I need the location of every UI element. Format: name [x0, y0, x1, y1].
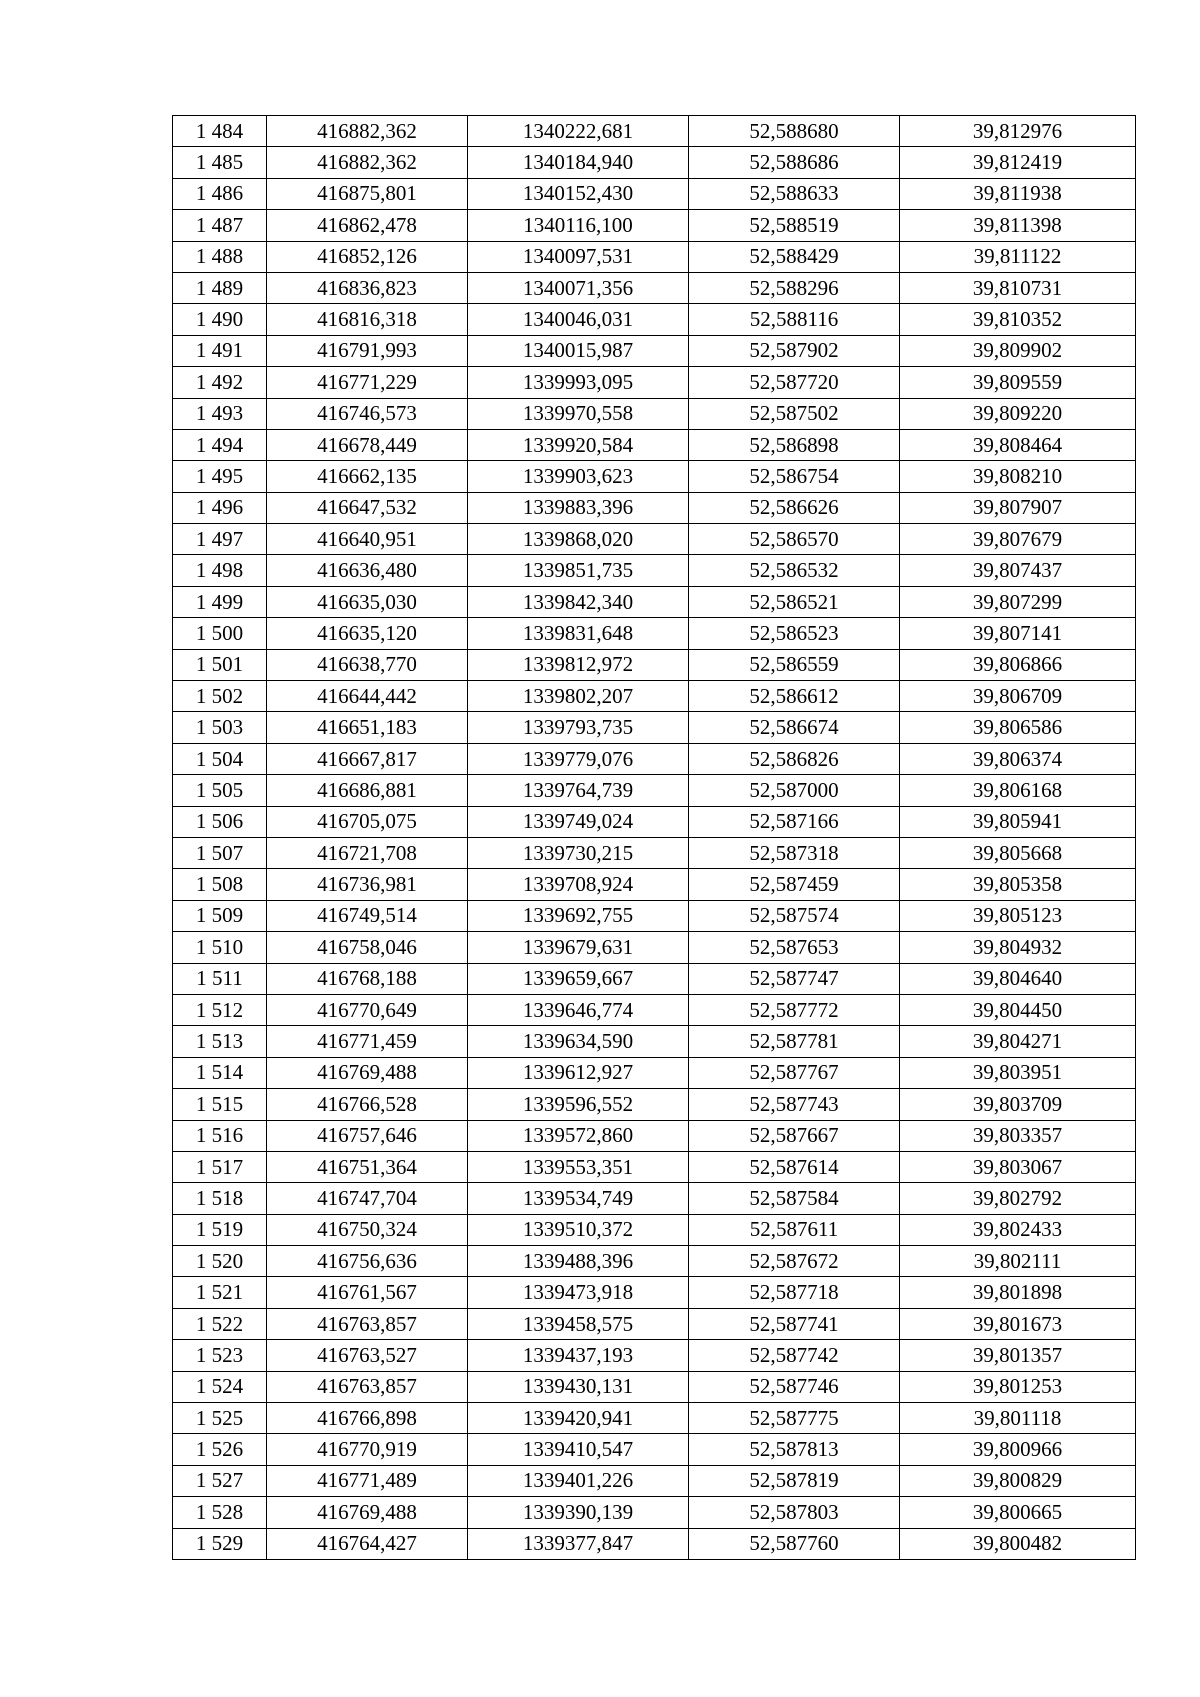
latitude-cell: 52,587667 — [689, 1120, 900, 1151]
point-number-cell: 1 513 — [173, 1026, 267, 1057]
y-coordinate-cell: 1339851,735 — [468, 555, 689, 586]
table-row — [173, 1528, 1136, 1559]
x-coordinate-cell: 416875,801 — [267, 178, 468, 209]
y-coordinate-cell: 1339708,924 — [468, 869, 689, 900]
x-coordinate-cell: 416636,480 — [267, 555, 468, 586]
longitude-cell: 39,808210 — [900, 461, 1136, 492]
latitude-cell: 52,587747 — [689, 963, 900, 994]
point-number-cell: 1 493 — [173, 398, 267, 429]
table-row — [173, 649, 1136, 680]
longitude-cell: 39,801253 — [900, 1371, 1136, 1402]
latitude-cell: 52,586626 — [689, 492, 900, 523]
y-coordinate-cell: 1339377,847 — [468, 1528, 689, 1559]
point-number-cell: 1 509 — [173, 900, 267, 931]
longitude-cell: 39,807299 — [900, 586, 1136, 617]
x-coordinate-cell: 416747,704 — [267, 1183, 468, 1214]
latitude-cell: 52,587803 — [689, 1497, 900, 1528]
y-coordinate-cell: 1339634,590 — [468, 1026, 689, 1057]
table-row — [173, 900, 1136, 931]
x-coordinate-cell: 416757,646 — [267, 1120, 468, 1151]
latitude-cell: 52,587614 — [689, 1151, 900, 1182]
x-coordinate-cell: 416764,427 — [267, 1528, 468, 1559]
latitude-cell: 52,588429 — [689, 241, 900, 272]
point-number-cell: 1 490 — [173, 304, 267, 335]
table-row — [173, 304, 1136, 335]
point-number-cell: 1 498 — [173, 555, 267, 586]
point-number-cell: 1 497 — [173, 524, 267, 555]
longitude-cell: 39,804640 — [900, 963, 1136, 994]
x-coordinate-cell: 416768,188 — [267, 963, 468, 994]
table-row — [173, 1371, 1136, 1402]
latitude-cell: 52,587718 — [689, 1277, 900, 1308]
y-coordinate-cell: 1340046,031 — [468, 304, 689, 335]
table-row — [173, 712, 1136, 743]
table-row — [173, 461, 1136, 492]
point-number-cell: 1 491 — [173, 335, 267, 366]
x-coordinate-cell: 416763,857 — [267, 1308, 468, 1339]
x-coordinate-cell: 416736,981 — [267, 869, 468, 900]
x-coordinate-cell: 416791,993 — [267, 335, 468, 366]
y-coordinate-cell: 1339437,193 — [468, 1340, 689, 1371]
table-row — [173, 1026, 1136, 1057]
point-number-cell: 1 505 — [173, 775, 267, 806]
y-coordinate-cell: 1339390,139 — [468, 1497, 689, 1528]
y-coordinate-cell: 1339473,918 — [468, 1277, 689, 1308]
table-row — [173, 241, 1136, 272]
point-number-cell: 1 508 — [173, 869, 267, 900]
point-number-cell: 1 517 — [173, 1151, 267, 1182]
y-coordinate-cell: 1339596,552 — [468, 1089, 689, 1120]
y-coordinate-cell: 1339764,739 — [468, 775, 689, 806]
latitude-cell: 52,587819 — [689, 1465, 900, 1496]
coordinates-table — [172, 115, 1136, 1560]
latitude-cell: 52,586559 — [689, 649, 900, 680]
latitude-cell: 52,586523 — [689, 618, 900, 649]
latitude-cell: 52,587746 — [689, 1371, 900, 1402]
point-number-cell: 1 516 — [173, 1120, 267, 1151]
point-number-cell: 1 496 — [173, 492, 267, 523]
table-row — [173, 1277, 1136, 1308]
longitude-cell: 39,800829 — [900, 1465, 1136, 1496]
table-row — [173, 1120, 1136, 1151]
table-row — [173, 586, 1136, 617]
x-coordinate-cell: 416635,120 — [267, 618, 468, 649]
longitude-cell: 39,812976 — [900, 116, 1136, 147]
y-coordinate-cell: 1339730,215 — [468, 837, 689, 868]
y-coordinate-cell: 1340015,987 — [468, 335, 689, 366]
point-number-cell: 1 495 — [173, 461, 267, 492]
x-coordinate-cell: 416667,817 — [267, 743, 468, 774]
y-coordinate-cell: 1339802,207 — [468, 681, 689, 712]
latitude-cell: 52,588519 — [689, 210, 900, 241]
longitude-cell: 39,806374 — [900, 743, 1136, 774]
x-coordinate-cell: 416751,364 — [267, 1151, 468, 1182]
latitude-cell: 52,587902 — [689, 335, 900, 366]
table-row — [173, 555, 1136, 586]
point-number-cell: 1 527 — [173, 1465, 267, 1496]
latitude-cell: 52,587166 — [689, 806, 900, 837]
table-row — [173, 1246, 1136, 1277]
latitude-cell: 52,587741 — [689, 1308, 900, 1339]
y-coordinate-cell: 1339458,575 — [468, 1308, 689, 1339]
longitude-cell: 39,807907 — [900, 492, 1136, 523]
x-coordinate-cell: 416882,362 — [267, 147, 468, 178]
y-coordinate-cell: 1339553,351 — [468, 1151, 689, 1182]
x-coordinate-cell: 416816,318 — [267, 304, 468, 335]
table-row — [173, 1308, 1136, 1339]
point-number-cell: 1 488 — [173, 241, 267, 272]
x-coordinate-cell: 416766,898 — [267, 1403, 468, 1434]
point-number-cell: 1 510 — [173, 932, 267, 963]
table-row — [173, 932, 1136, 963]
y-coordinate-cell: 1339430,131 — [468, 1371, 689, 1402]
x-coordinate-cell: 416638,770 — [267, 649, 468, 680]
point-number-cell: 1 499 — [173, 586, 267, 617]
latitude-cell: 52,586674 — [689, 712, 900, 743]
y-coordinate-cell: 1339510,372 — [468, 1214, 689, 1245]
longitude-cell: 39,811938 — [900, 178, 1136, 209]
x-coordinate-cell: 416766,528 — [267, 1089, 468, 1120]
x-coordinate-cell: 416746,573 — [267, 398, 468, 429]
y-coordinate-cell: 1339659,667 — [468, 963, 689, 994]
point-number-cell: 1 525 — [173, 1403, 267, 1434]
point-number-cell: 1 518 — [173, 1183, 267, 1214]
point-number-cell: 1 523 — [173, 1340, 267, 1371]
table-row — [173, 1214, 1136, 1245]
x-coordinate-cell: 416770,919 — [267, 1434, 468, 1465]
table-row — [173, 743, 1136, 774]
point-number-cell: 1 524 — [173, 1371, 267, 1402]
latitude-cell: 52,587742 — [689, 1340, 900, 1371]
point-number-cell: 1 512 — [173, 994, 267, 1025]
longitude-cell: 39,806709 — [900, 681, 1136, 712]
latitude-cell: 52,587653 — [689, 932, 900, 963]
x-coordinate-cell: 416678,449 — [267, 429, 468, 460]
longitude-cell: 39,811122 — [900, 241, 1136, 272]
coordinates-table-body — [173, 116, 1136, 1560]
table-row — [173, 963, 1136, 994]
longitude-cell: 39,810731 — [900, 272, 1136, 303]
point-number-cell: 1 520 — [173, 1246, 267, 1277]
point-number-cell: 1 486 — [173, 178, 267, 209]
point-number-cell: 1 519 — [173, 1214, 267, 1245]
latitude-cell: 52,586570 — [689, 524, 900, 555]
table-row — [173, 116, 1136, 147]
table-row — [173, 335, 1136, 366]
longitude-cell: 39,801673 — [900, 1308, 1136, 1339]
y-coordinate-cell: 1339692,755 — [468, 900, 689, 931]
y-coordinate-cell: 1339812,972 — [468, 649, 689, 680]
latitude-cell: 52,587743 — [689, 1089, 900, 1120]
table-row — [173, 524, 1136, 555]
longitude-cell: 39,812419 — [900, 147, 1136, 178]
latitude-cell: 52,588686 — [689, 147, 900, 178]
table-row — [173, 1497, 1136, 1528]
table-row — [173, 1465, 1136, 1496]
y-coordinate-cell: 1339920,584 — [468, 429, 689, 460]
table-row — [173, 1057, 1136, 1088]
table-row — [173, 398, 1136, 429]
x-coordinate-cell: 416756,636 — [267, 1246, 468, 1277]
latitude-cell: 52,587781 — [689, 1026, 900, 1057]
x-coordinate-cell: 416770,649 — [267, 994, 468, 1025]
latitude-cell: 52,587775 — [689, 1403, 900, 1434]
latitude-cell: 52,587720 — [689, 367, 900, 398]
y-coordinate-cell: 1339793,735 — [468, 712, 689, 743]
y-coordinate-cell: 1340222,681 — [468, 116, 689, 147]
longitude-cell: 39,807141 — [900, 618, 1136, 649]
point-number-cell: 1 485 — [173, 147, 267, 178]
latitude-cell: 52,587772 — [689, 994, 900, 1025]
point-number-cell: 1 521 — [173, 1277, 267, 1308]
longitude-cell: 39,806866 — [900, 649, 1136, 680]
x-coordinate-cell: 416662,135 — [267, 461, 468, 492]
longitude-cell: 39,808464 — [900, 429, 1136, 460]
table-row — [173, 837, 1136, 868]
y-coordinate-cell: 1340116,100 — [468, 210, 689, 241]
y-coordinate-cell: 1339831,648 — [468, 618, 689, 649]
longitude-cell: 39,810352 — [900, 304, 1136, 335]
x-coordinate-cell: 416749,514 — [267, 900, 468, 931]
latitude-cell: 52,588296 — [689, 272, 900, 303]
y-coordinate-cell: 1340097,531 — [468, 241, 689, 272]
y-coordinate-cell: 1340184,940 — [468, 147, 689, 178]
y-coordinate-cell: 1339488,396 — [468, 1246, 689, 1277]
y-coordinate-cell: 1339612,927 — [468, 1057, 689, 1088]
y-coordinate-cell: 1339401,226 — [468, 1465, 689, 1496]
longitude-cell: 39,804450 — [900, 994, 1136, 1025]
point-number-cell: 1 492 — [173, 367, 267, 398]
latitude-cell: 52,588116 — [689, 304, 900, 335]
longitude-cell: 39,809559 — [900, 367, 1136, 398]
point-number-cell: 1 502 — [173, 681, 267, 712]
y-coordinate-cell: 1340071,356 — [468, 272, 689, 303]
point-number-cell: 1 494 — [173, 429, 267, 460]
longitude-cell: 39,805668 — [900, 837, 1136, 868]
longitude-cell: 39,802111 — [900, 1246, 1136, 1277]
longitude-cell: 39,803357 — [900, 1120, 1136, 1151]
table-row — [173, 869, 1136, 900]
y-coordinate-cell: 1340152,430 — [468, 178, 689, 209]
latitude-cell: 52,587813 — [689, 1434, 900, 1465]
x-coordinate-cell: 416651,183 — [267, 712, 468, 743]
longitude-cell: 39,802433 — [900, 1214, 1136, 1245]
latitude-cell: 52,586612 — [689, 681, 900, 712]
longitude-cell: 39,801118 — [900, 1403, 1136, 1434]
longitude-cell: 39,804271 — [900, 1026, 1136, 1057]
longitude-cell: 39,802792 — [900, 1183, 1136, 1214]
y-coordinate-cell: 1339679,631 — [468, 932, 689, 963]
x-coordinate-cell: 416750,324 — [267, 1214, 468, 1245]
x-coordinate-cell: 416705,075 — [267, 806, 468, 837]
x-coordinate-cell: 416771,459 — [267, 1026, 468, 1057]
y-coordinate-cell: 1339646,774 — [468, 994, 689, 1025]
longitude-cell: 39,801357 — [900, 1340, 1136, 1371]
longitude-cell: 39,805358 — [900, 869, 1136, 900]
table-row — [173, 272, 1136, 303]
latitude-cell: 52,587502 — [689, 398, 900, 429]
x-coordinate-cell: 416761,567 — [267, 1277, 468, 1308]
latitude-cell: 52,588680 — [689, 116, 900, 147]
x-coordinate-cell: 416771,229 — [267, 367, 468, 398]
latitude-cell: 52,587459 — [689, 869, 900, 900]
x-coordinate-cell: 416769,488 — [267, 1057, 468, 1088]
longitude-cell: 39,806168 — [900, 775, 1136, 806]
latitude-cell: 52,588633 — [689, 178, 900, 209]
y-coordinate-cell: 1339534,749 — [468, 1183, 689, 1214]
y-coordinate-cell: 1339420,941 — [468, 1403, 689, 1434]
x-coordinate-cell: 416862,478 — [267, 210, 468, 241]
x-coordinate-cell: 416635,030 — [267, 586, 468, 617]
longitude-cell: 39,806586 — [900, 712, 1136, 743]
x-coordinate-cell: 416644,442 — [267, 681, 468, 712]
point-number-cell: 1 489 — [173, 272, 267, 303]
x-coordinate-cell: 416647,532 — [267, 492, 468, 523]
point-number-cell: 1 515 — [173, 1089, 267, 1120]
table-row — [173, 618, 1136, 649]
x-coordinate-cell: 416721,708 — [267, 837, 468, 868]
table-row — [173, 1403, 1136, 1434]
longitude-cell: 39,805123 — [900, 900, 1136, 931]
longitude-cell: 39,804932 — [900, 932, 1136, 963]
point-number-cell: 1 506 — [173, 806, 267, 837]
point-number-cell: 1 511 — [173, 963, 267, 994]
table-row — [173, 681, 1136, 712]
latitude-cell: 52,587584 — [689, 1183, 900, 1214]
table-row — [173, 1151, 1136, 1182]
y-coordinate-cell: 1339572,860 — [468, 1120, 689, 1151]
x-coordinate-cell: 416640,951 — [267, 524, 468, 555]
x-coordinate-cell: 416836,823 — [267, 272, 468, 303]
y-coordinate-cell: 1339410,547 — [468, 1434, 689, 1465]
longitude-cell: 39,803709 — [900, 1089, 1136, 1120]
y-coordinate-cell: 1339883,396 — [468, 492, 689, 523]
latitude-cell: 52,586826 — [689, 743, 900, 774]
latitude-cell: 52,587574 — [689, 900, 900, 931]
x-coordinate-cell: 416769,488 — [267, 1497, 468, 1528]
longitude-cell: 39,807679 — [900, 524, 1136, 555]
longitude-cell: 39,801898 — [900, 1277, 1136, 1308]
point-number-cell: 1 500 — [173, 618, 267, 649]
point-number-cell: 1 501 — [173, 649, 267, 680]
y-coordinate-cell: 1339842,340 — [468, 586, 689, 617]
point-number-cell: 1 484 — [173, 116, 267, 147]
table-row — [173, 994, 1136, 1025]
longitude-cell: 39,800482 — [900, 1528, 1136, 1559]
table-row — [173, 367, 1136, 398]
latitude-cell: 52,587318 — [689, 837, 900, 868]
table-row — [173, 775, 1136, 806]
x-coordinate-cell: 416758,046 — [267, 932, 468, 963]
longitude-cell: 39,809902 — [900, 335, 1136, 366]
latitude-cell: 52,586898 — [689, 429, 900, 460]
longitude-cell: 39,807437 — [900, 555, 1136, 586]
point-number-cell: 1 529 — [173, 1528, 267, 1559]
x-coordinate-cell: 416882,362 — [267, 116, 468, 147]
x-coordinate-cell: 416686,881 — [267, 775, 468, 806]
x-coordinate-cell: 416852,126 — [267, 241, 468, 272]
longitude-cell: 39,800665 — [900, 1497, 1136, 1528]
point-number-cell: 1 487 — [173, 210, 267, 241]
table-row — [173, 492, 1136, 523]
x-coordinate-cell: 416771,489 — [267, 1465, 468, 1496]
x-coordinate-cell: 416763,527 — [267, 1340, 468, 1371]
table-row — [173, 1340, 1136, 1371]
table-row — [173, 147, 1136, 178]
y-coordinate-cell: 1339868,020 — [468, 524, 689, 555]
longitude-cell: 39,803951 — [900, 1057, 1136, 1088]
point-number-cell: 1 503 — [173, 712, 267, 743]
table-row — [173, 1434, 1136, 1465]
latitude-cell: 52,586754 — [689, 461, 900, 492]
latitude-cell: 52,586532 — [689, 555, 900, 586]
point-number-cell: 1 526 — [173, 1434, 267, 1465]
table-row — [173, 1183, 1136, 1214]
longitude-cell: 39,805941 — [900, 806, 1136, 837]
latitude-cell: 52,587767 — [689, 1057, 900, 1088]
table-row — [173, 429, 1136, 460]
point-number-cell: 1 507 — [173, 837, 267, 868]
y-coordinate-cell: 1339903,623 — [468, 461, 689, 492]
latitude-cell: 52,586521 — [689, 586, 900, 617]
table-row — [173, 806, 1136, 837]
point-number-cell: 1 514 — [173, 1057, 267, 1088]
longitude-cell: 39,811398 — [900, 210, 1136, 241]
point-number-cell: 1 504 — [173, 743, 267, 774]
point-number-cell: 1 522 — [173, 1308, 267, 1339]
y-coordinate-cell: 1339993,095 — [468, 367, 689, 398]
latitude-cell: 52,587760 — [689, 1528, 900, 1559]
table-row — [173, 178, 1136, 209]
latitude-cell: 52,587611 — [689, 1214, 900, 1245]
longitude-cell: 39,803067 — [900, 1151, 1136, 1182]
point-number-cell: 1 528 — [173, 1497, 267, 1528]
longitude-cell: 39,809220 — [900, 398, 1136, 429]
x-coordinate-cell: 416763,857 — [267, 1371, 468, 1402]
longitude-cell: 39,800966 — [900, 1434, 1136, 1465]
y-coordinate-cell: 1339970,558 — [468, 398, 689, 429]
latitude-cell: 52,587672 — [689, 1246, 900, 1277]
y-coordinate-cell: 1339749,024 — [468, 806, 689, 837]
table-row — [173, 210, 1136, 241]
table-row — [173, 1089, 1136, 1120]
latitude-cell: 52,587000 — [689, 775, 900, 806]
y-coordinate-cell: 1339779,076 — [468, 743, 689, 774]
